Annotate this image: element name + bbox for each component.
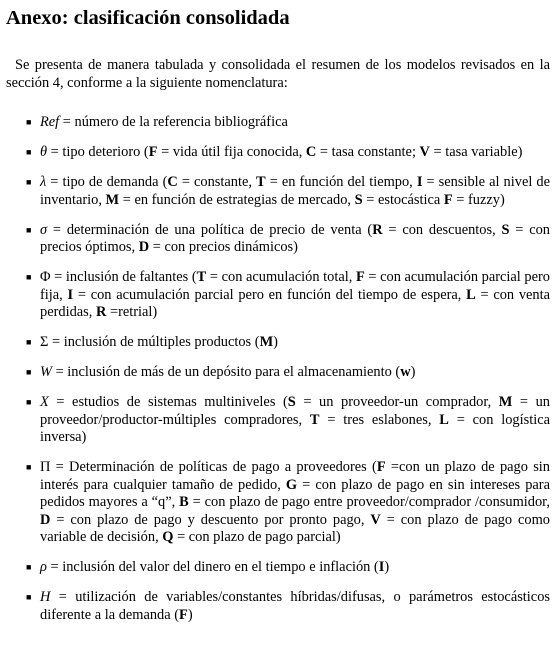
description-text: = utilización de variables/constantes híbridas/difusas, o parámetros estocásticos diferente a la demanda (: [40, 589, 550, 623]
description-text: = tasa constante;: [316, 144, 420, 160]
description-text: = un proveedor-un comprador,: [295, 394, 499, 410]
description-text: = vida útil fija conocida,: [157, 144, 306, 160]
description-text: = inclusión de faltantes (: [50, 269, 197, 285]
symbol: ρ: [40, 559, 47, 575]
bullet-icon: ■: [26, 462, 32, 472]
code-letter: T: [196, 269, 207, 285]
description-text: ): [273, 334, 278, 350]
nomenclature-item: [6, 144, 550, 162]
code-letter: F: [179, 606, 188, 623]
description-text: = determinación de una política de precio de venta (: [47, 221, 373, 238]
description-text: = número de la referencia bibliográfica: [59, 114, 288, 130]
intro-paragraph: Se presenta de manera tabulada y consolidada el resumen de los modelos revisados en la sección 4, conforme a la siguiente nomenclatura:: [6, 57, 550, 91]
description-text: = tipo deterioro (: [47, 144, 149, 160]
description-text: = un proveedor/productor-múltiples compradores,: [40, 394, 550, 428]
code-letter: M: [498, 394, 513, 410]
description-text: = inclusión de más de un depósito para el almacenamiento (: [52, 364, 401, 380]
code-letter: I: [416, 174, 423, 190]
code-letter: L: [439, 411, 449, 428]
description-text: = con plazo de pago parcial): [173, 529, 341, 545]
code-letter: S: [501, 221, 510, 238]
code-letter: Q: [162, 529, 174, 545]
code-letter: V: [370, 511, 381, 528]
description-text: =con un plazo de pago sin interés para cualquier tamaño de pedido,: [40, 459, 550, 493]
description-text: ): [187, 606, 193, 623]
description-text: = inclusión del valor del dinero en el tiempo e inflación (: [46, 559, 379, 575]
nomenclature-list: [6, 114, 550, 624]
description-text: = con acumulación parcial pero fija,: [40, 269, 550, 303]
page: [0, 6, 560, 653]
description-text: = Determinación de políticas de pago a proveedores (: [50, 459, 377, 475]
description-text: = constante,: [177, 174, 257, 190]
bullet-icon: ■: [26, 147, 32, 157]
code-letter: R: [372, 221, 383, 238]
nomenclature-item: [6, 589, 550, 624]
code-letter: M: [105, 191, 120, 208]
bullet-icon: ■: [26, 367, 32, 377]
code-letter: D: [40, 511, 51, 528]
nomenclature-item: [6, 269, 550, 322]
bullet-icon: ■: [26, 562, 32, 572]
symbol: W: [40, 364, 52, 380]
symbol: Σ: [40, 334, 49, 350]
code-letter: w: [400, 364, 411, 380]
description-text: = con plazo de pago entre proveedor/comprador /consumidor,: [188, 494, 550, 510]
description-text: = en función del tiempo,: [265, 174, 417, 190]
symbol: σ: [40, 221, 48, 238]
bullet-icon: ■: [26, 224, 32, 235]
description-text: = con descuentos,: [382, 221, 502, 238]
bullet-icon: ■: [26, 272, 32, 282]
description-text: = con logística inversa): [40, 411, 550, 445]
code-letter: L: [466, 286, 476, 303]
code-letter: S: [354, 191, 363, 208]
description-text: = tasa variable): [429, 144, 523, 160]
nomenclature-item: [6, 174, 550, 209]
symbol: θ: [40, 144, 48, 160]
code-letter: F: [443, 191, 453, 208]
nomenclature-item: [6, 114, 550, 132]
code-letter: I: [67, 286, 74, 303]
code-letter: R: [95, 304, 107, 320]
description-text: = tres eslabones,: [319, 411, 440, 428]
description-text: =retrial): [106, 304, 158, 320]
description-text: = sensible al nivel de inventario,: [40, 174, 550, 208]
nomenclature-item: [6, 559, 550, 577]
description-text: = en función de estrategias de mercado,: [119, 191, 355, 208]
nomenclature-item: [6, 364, 550, 382]
bullet-icon: ■: [26, 592, 32, 602]
description-text: = con acumulación parcial pero en función del tiempo de espera,: [73, 286, 467, 303]
code-letter: T: [256, 174, 266, 190]
description-text: = con plazo de pago como variable de decisión,: [40, 511, 551, 545]
bullet-icon: ■: [26, 397, 32, 407]
description-text: ): [384, 559, 390, 575]
code-letter: F: [355, 269, 365, 285]
nomenclature-item: [6, 334, 550, 352]
symbol: λ: [40, 174, 47, 190]
description-text: = con precios dinámicos): [149, 239, 298, 255]
code-letter: M: [259, 334, 274, 350]
symbol: Ref: [40, 114, 60, 130]
description-text: = estocástica: [362, 191, 444, 208]
description-text: ): [410, 364, 416, 380]
description-text: = inclusión de múltiples productos (: [48, 334, 260, 350]
bullet-icon: ■: [26, 177, 32, 187]
symbol: X: [40, 394, 49, 410]
description-text: = con plazo de pago y descuento por pronto pago,: [50, 511, 371, 528]
code-letter: V: [419, 144, 430, 160]
section-title: Anexo: clasificación consolidada: [6, 7, 290, 29]
code-letter: D: [138, 239, 150, 255]
description-text: = estudios de sistemas multiniveles (: [48, 394, 288, 410]
nomenclature-item: [6, 394, 550, 447]
description-text: = con acumulación total,: [206, 269, 356, 285]
description-text: = con plazo de pago en sin intereses para pedidos mayores a “q”,: [40, 476, 550, 510]
code-letter: B: [179, 494, 189, 510]
code-letter: F: [376, 459, 386, 475]
code-letter: F: [148, 144, 158, 160]
bullet-icon: ■: [26, 117, 32, 127]
nomenclature-item: [6, 222, 550, 257]
symbol: H: [40, 589, 51, 605]
description-text: = tipo de demanda (: [46, 174, 168, 190]
description-text: = con venta perdidas,: [40, 286, 551, 320]
symbol: Π: [40, 459, 51, 475]
bullet-icon: ■: [26, 337, 32, 347]
code-letter: C: [305, 144, 317, 160]
nomenclature-item: [6, 459, 550, 547]
code-letter: I: [378, 559, 385, 575]
description-text: = fuzzy): [452, 191, 505, 208]
symbol: Φ: [40, 269, 51, 285]
code-letter: T: [309, 411, 320, 428]
code-letter: G: [285, 476, 298, 493]
description-text: = con precios óptimos,: [40, 221, 551, 255]
code-letter: S: [287, 394, 296, 410]
code-letter: C: [167, 174, 178, 190]
